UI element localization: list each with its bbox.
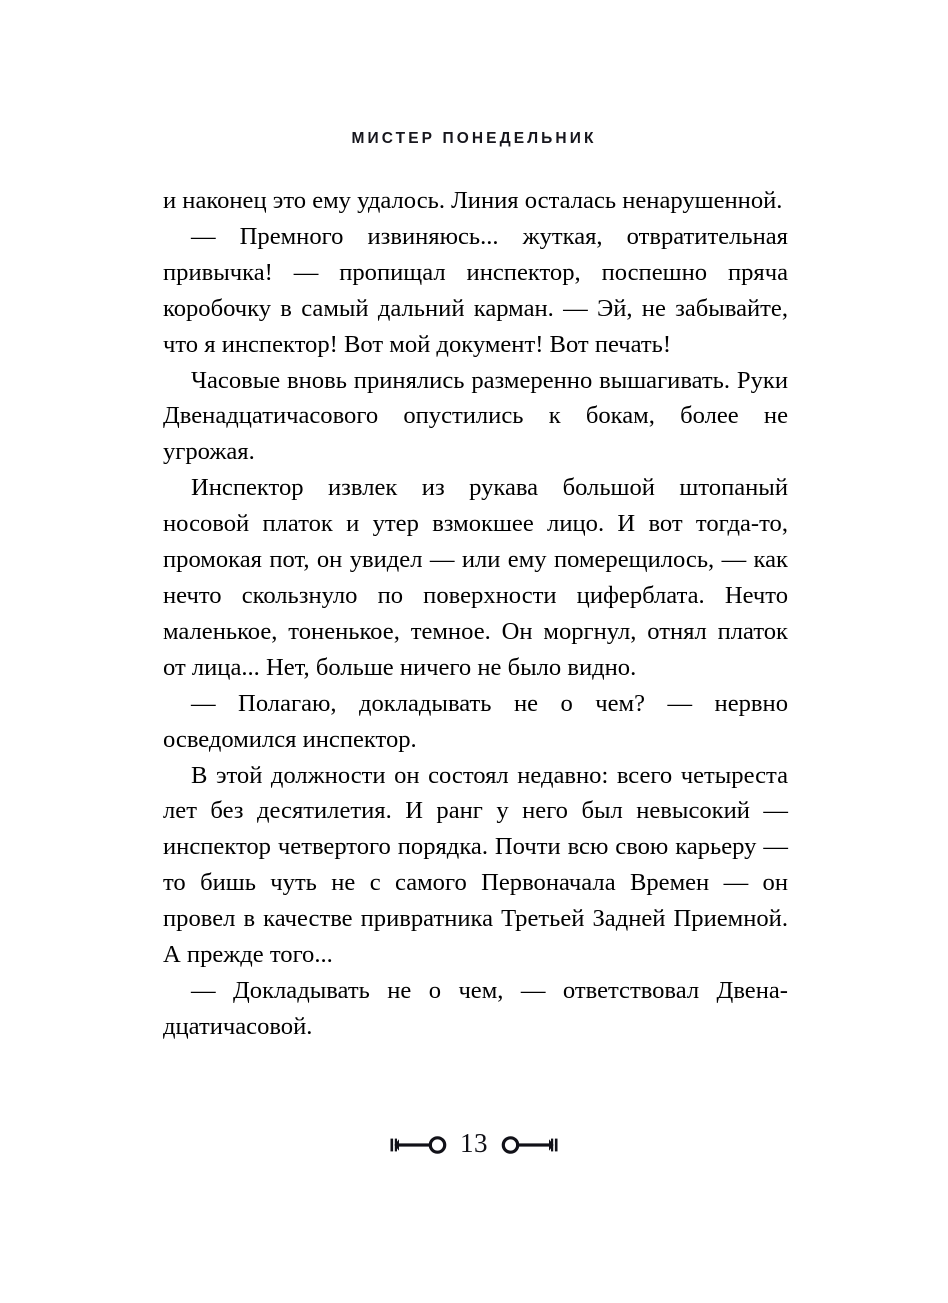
key-arrow-right-icon [501, 1132, 563, 1158]
paragraph: В этой должности он состоял недавно: всего четыреста лет без десятилетия. И ранг у него был невысокий — инспектор четвертого порядка. Почти всю свою карьеру — то бишь чуть не с самого Первоначала Времен — он провел в качестве привратника Третьей Задней Приемной. А прежде того... [163, 761, 788, 969]
running-head: МИСТЕР ПОНЕДЕЛЬНИК [351, 130, 597, 147]
page-number: 13 [460, 1128, 488, 1158]
paragraph: — Докладывать не о чем, — ответствовал Двенадцатичасовой. [163, 976, 788, 1040]
paragraph: — Полагаю, докладывать не о чем? — нервно осведомился инспектор. [163, 689, 788, 753]
paragraph: и наконец это ему удалось. Линия осталась ненарушенной. [163, 187, 783, 214]
paragraph: Инспектор извлек из рукава большой штопаный носовой платок и утер взмокшее лицо. И вот тогда-то, промокая пот, он увидел — или ему померещилось, — как нечто скользнуло по поверхности циферблата. Нечто маленькое, тоненькое, темное. Он моргнул, отнял платок от лица... Нет, больше ничего не было видно. [163, 474, 788, 681]
paragraph: — Премного извиняюсь... жуткая, отвратительная привычка! — пропищал инспектор, поспешно пряча коробочку в самый дальний карман. — Эй, не забывайте, что я инспектор! Вот мой документ! Вот печать! [163, 222, 788, 358]
body-text-column [163, 183, 788, 1045]
paragraph: Часовые вновь принялись размеренно вышагивать. Руки Двенадцатичасового опустились к бокам, более не угрожая. [163, 366, 788, 466]
key-arrow-left-icon [385, 1132, 447, 1158]
folio [0, 1128, 948, 1158]
